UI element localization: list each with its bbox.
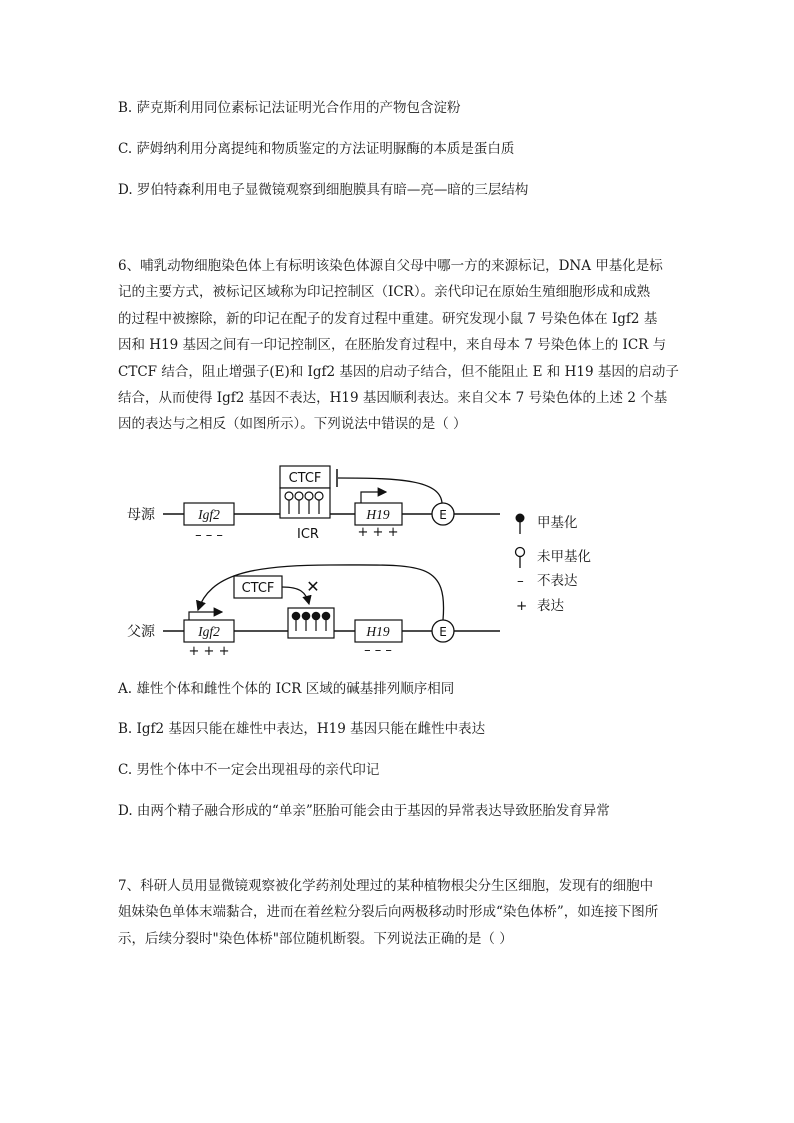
q7-line: 7、科研人员用显微镜观察被化学药剂处理过的某种植物根尖分生区细胞，发现有的细胞中 [118,878,654,894]
legend-methylated: 甲基化 [537,515,578,531]
paternal-enhancer-label: E [439,625,447,639]
q6-line: 结合，从而使得 Igf2 基因不表达，H19 基因顺利表达。来自父本 7 号染色体的上述 2 个基 [118,390,668,407]
option-d-prev: D. 罗伯特森利用电子显微镜观察到细胞膜具有暗—亮—暗的三层结构 [118,182,529,198]
legend [516,514,592,615]
q6-option-c: C. 男性个体中不一定会出现祖母的亲代印记 [118,762,380,778]
maternal-igf2-mark: – – – [195,528,223,543]
q6-line: 的过程中被擦除，新的印记在配子的发育过程中重建。研究发现小鼠 7 号染色体在 Igf2 基 [118,310,658,327]
option-b-prev: B. 萨克斯利用同位素标记法证明光合作用的产物包含淀粉 [118,100,461,116]
q6-line: 6、哺乳动物细胞染色体上有标明该染色体源自父母中哪一方的来源标记，DNA 甲基化是标 [118,258,663,274]
paternal-h19-label: H19 [366,624,390,639]
icr-label: ICR [297,527,319,542]
option-c-prev: C. 萨姆纳利用分离提纯和物质鉴定的方法证明脲酶的本质是蛋白质 [118,141,515,157]
q7-line: 姐妹染色单体末端黏合，进而在着丝粒分裂后向两极移动时形成“染色体桥”，如连接下图所 [118,904,659,921]
legend-not-expressed: 不表达 [537,573,578,589]
ctcf-binding-arrow [282,587,309,604]
q6-option-d: D. 由两个精子融合形成的“单亲”胚胎可能会由于基因的异常表达导致胚胎发育异常 [118,803,610,819]
paternal-ctcf-label: CTCF [241,581,275,596]
q7-line: 示，后续分裂时"染色体桥"部位随机断裂。下列说法正确的是（ ） [118,930,513,947]
q6-line: CTCF 结合，阻止增强子(E)和 Igf2 基因的启动子结合，但不能阻止 E 和 H19 基因的启动子 [118,363,679,380]
paternal-igf2-label: Igf2 [198,624,220,639]
q6-line: 因和 H19 基因之间有一印记控制区，在胚胎发育过程中，来自母本 7 号染色体上的 ICR 与 [118,337,667,354]
maternal-enhancer-label: E [439,508,447,522]
paternal-igf2-mark: + + + [188,644,230,659]
question-7-stem [118,873,678,952]
maternal-igf2-label: Igf2 [198,507,220,522]
legend-minus-symbol: – [517,573,524,589]
paternal-label: 父源 [127,624,155,640]
unmethylated-icon [516,548,525,557]
legend-plus-symbol: + [516,598,528,614]
maternal-h19-label: H19 [366,507,390,522]
maternal-label: 母源 [127,507,155,523]
q6-option-b: B. Igf2 基因只能在雄性中表达，H19 基因只能在雌性中表达 [118,721,486,737]
q6-line: 记的主要方式，被标记区域称为印记控制区（ICR）。亲代印记在原始生殖细胞形成和成熟 [118,284,651,301]
blocked-cross-icon: ✕ [306,577,320,596]
legend-expressed: 表达 [537,598,564,614]
q6-option-a: A. 雄性个体和雌性个体的 ICR 区域的碱基排列顺序相同 [118,681,455,697]
legend-unmethylated: 未甲基化 [537,549,591,565]
maternal-block-arc [338,478,442,503]
paternal-h19-mark: – – – [364,643,392,658]
q6-line: 因的表达与之相反（如图所示）。下列说法中错误的是（ ） [118,416,467,433]
h19-promoter-arrow [361,492,386,503]
maternal-h19-mark: + + + [357,525,399,540]
methylated-icon [516,514,525,523]
igf2-promoter-arrow [189,612,222,620]
maternal-ctcf-label: CTCF [288,471,322,486]
